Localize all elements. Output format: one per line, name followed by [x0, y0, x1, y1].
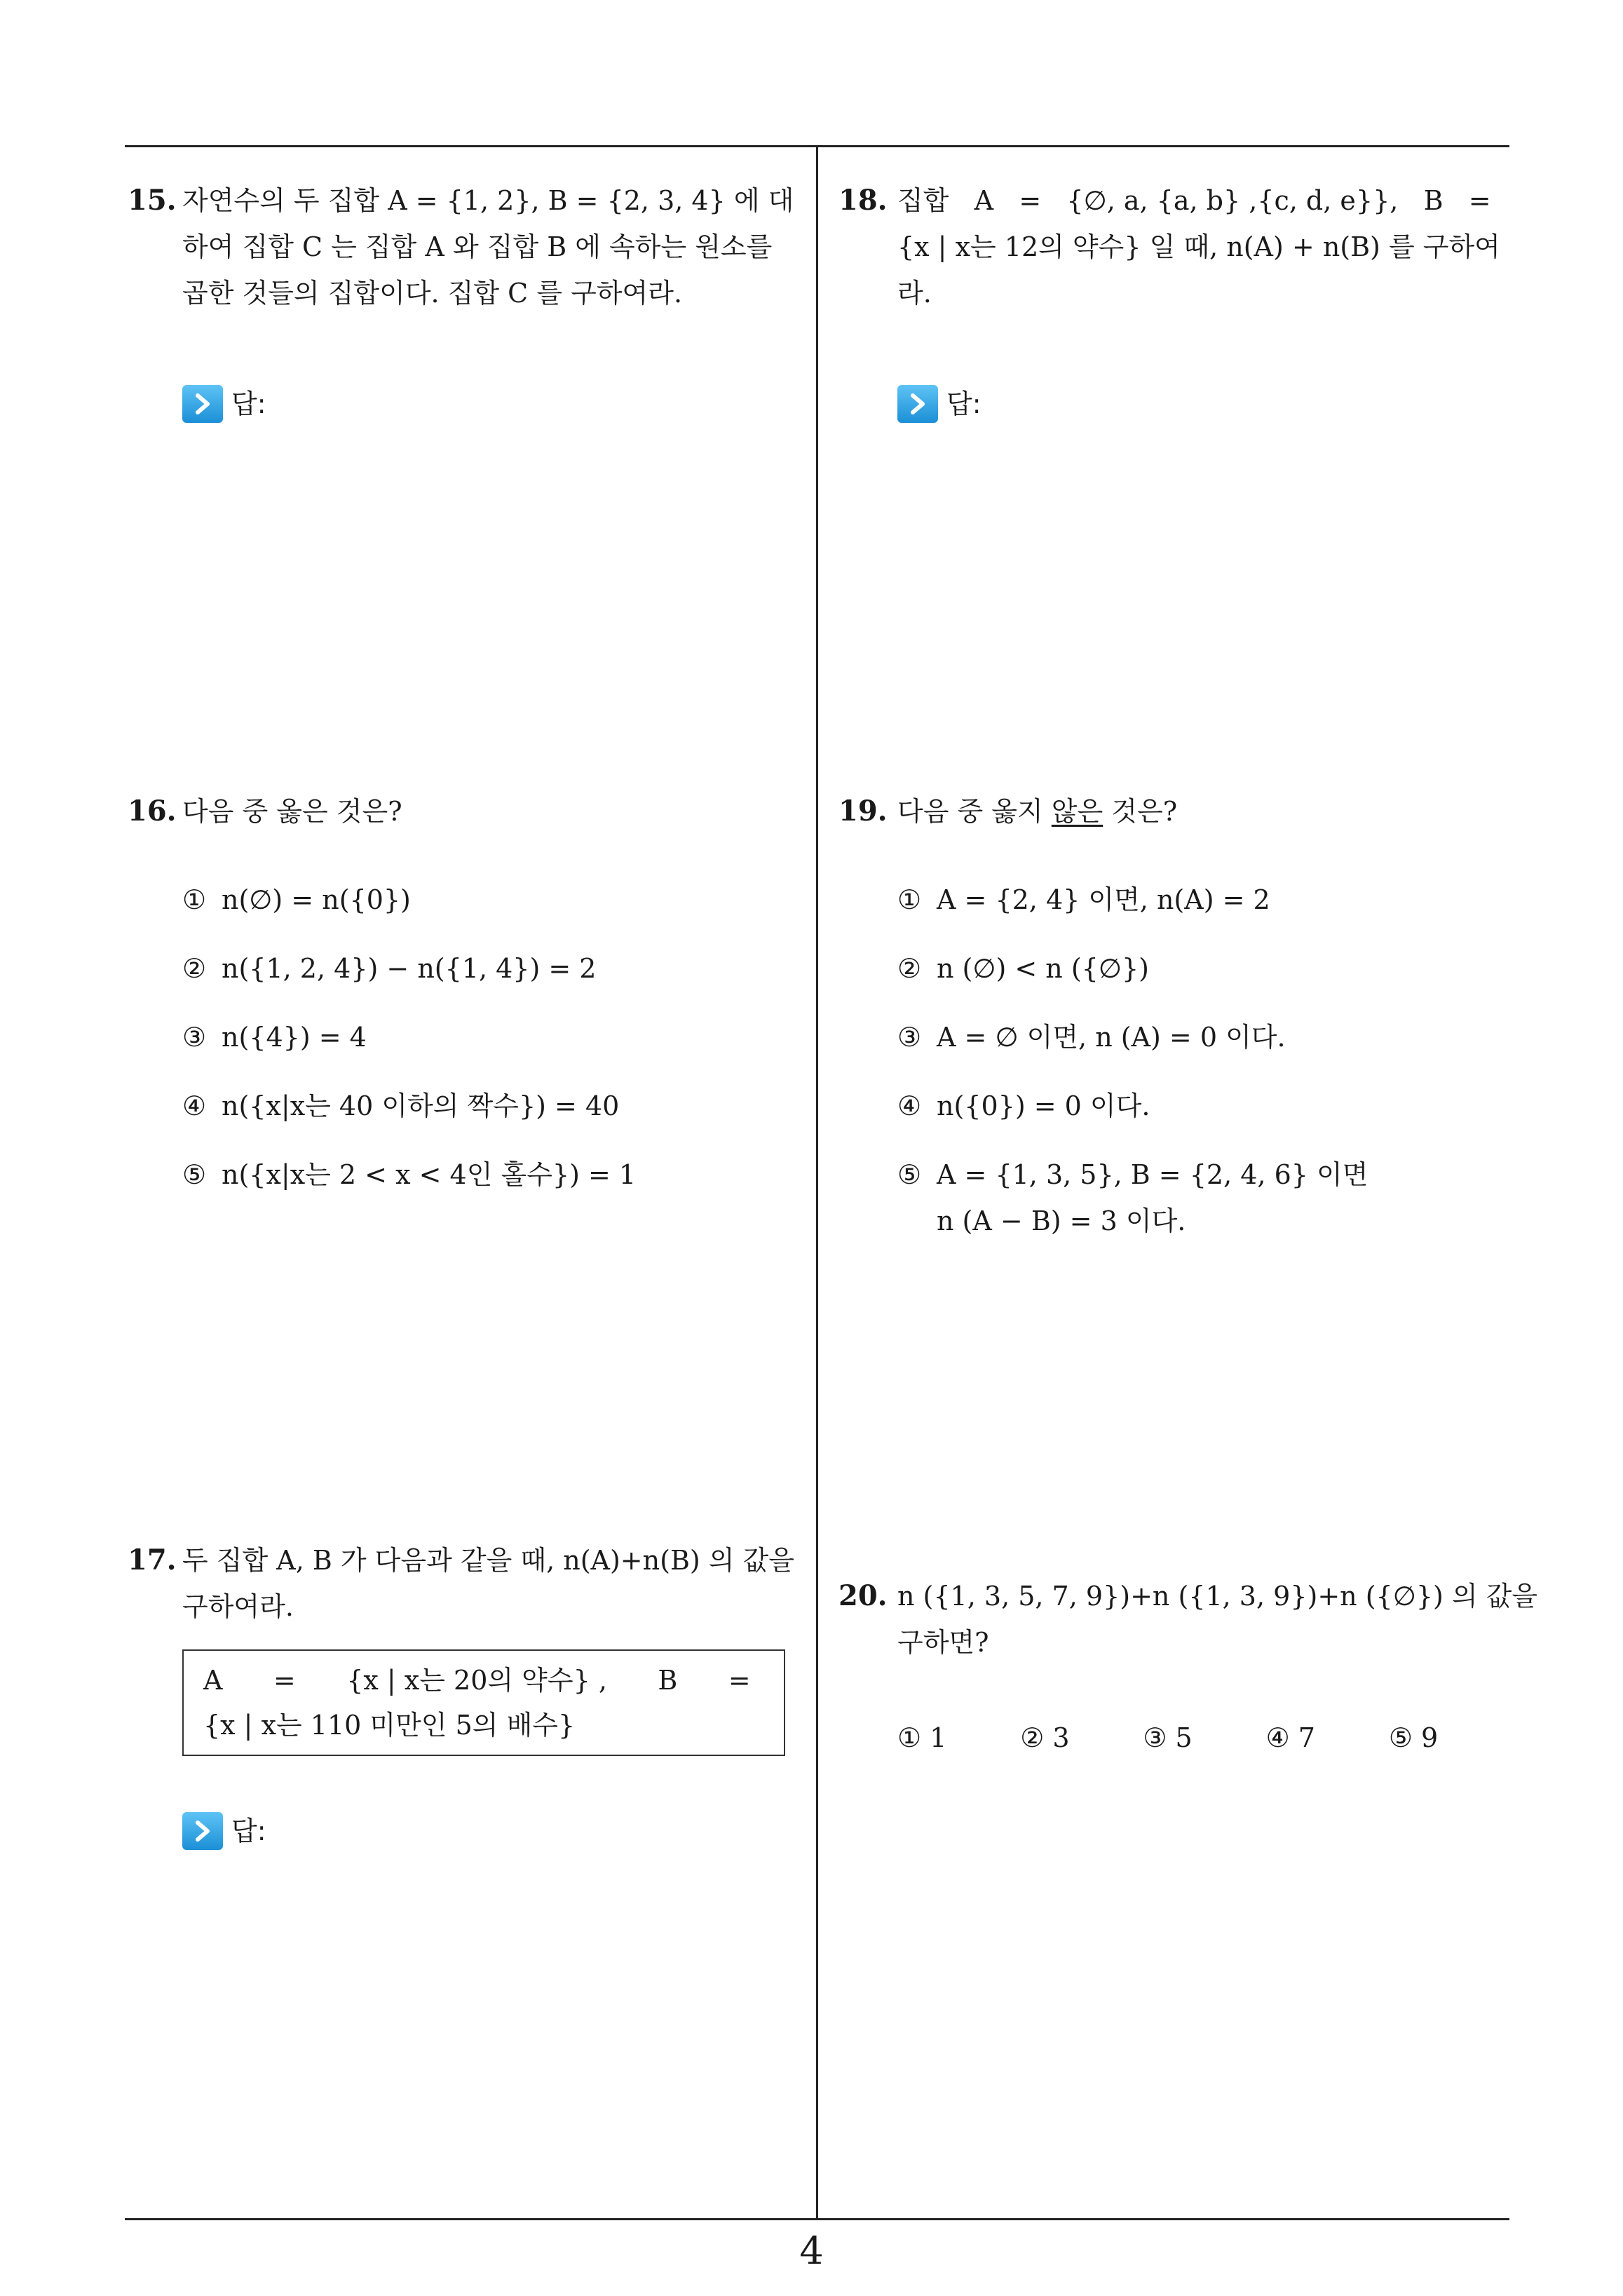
- choice-3[interactable]: ③ 5: [1143, 1722, 1193, 1753]
- answer-field[interactable]: [182, 381, 808, 427]
- choice-4[interactable]: ④ 7: [1265, 1722, 1315, 1753]
- question-number: 17.: [128, 1544, 177, 1576]
- question-text-line: 자연수의 두 집합 A = {1, 2}, B = {2, 3, 4} 에 대: [182, 185, 794, 216]
- question-19: [838, 788, 1512, 1267]
- choice-3[interactable]: ③ A = ∅ 이면, n (A) = 0 이다.: [897, 1022, 1286, 1053]
- choice-1[interactable]: ① n(∅) = n({0}): [182, 884, 411, 915]
- page-number: 4: [799, 2229, 824, 2273]
- answer-field[interactable]: [182, 1808, 808, 1854]
- answer-field[interactable]: [897, 381, 1512, 427]
- question-text-line: 구하여라.: [182, 1591, 294, 1622]
- question-17: [128, 1537, 808, 1854]
- underlined-word: 않은: [1051, 796, 1103, 827]
- choice-3[interactable]: ③ n({4}) = 4: [182, 1022, 367, 1053]
- choice-2[interactable]: ② n (∅) < n ({∅}): [897, 953, 1149, 984]
- condition-box: [182, 1649, 785, 1756]
- condition-line: A = {x | x는 20의 약수} , B =: [203, 1665, 751, 1696]
- chevron-right-icon: [897, 385, 938, 423]
- question-text-line: 구하면?: [897, 1627, 989, 1658]
- choice-5-continuation: n (A − B) = 3 이다.: [937, 1206, 1186, 1236]
- question-number: 19.: [838, 795, 888, 828]
- answer-label: 답:: [231, 389, 266, 419]
- choice-row: [897, 1715, 1512, 1761]
- choice-5[interactable]: ⑤ A = {1, 3, 5}, B = {2, 4, 6} 이면: [897, 1159, 1369, 1190]
- question-15: [128, 177, 808, 427]
- question-text-line: 두 집합 A, B 가 다음과 같을 때, n(A)+n(B) 의 값을: [182, 1545, 794, 1576]
- choice-4[interactable]: ④ n({x|x는 40 이하의 짝수}) = 40: [182, 1090, 620, 1121]
- question-text-line: {x | x는 12의 약수} 일 때, n(A) + n(B) 를 구하여: [897, 231, 1500, 262]
- choice-2[interactable]: ② n({1, 2, 4}) − n({1, 4}) = 2: [182, 953, 597, 984]
- answer-label: 답:: [946, 389, 982, 419]
- question-16: [128, 788, 808, 1220]
- question-text-line: 집합 A = {∅, a, {a, b} ,{c, d, e}}, B =: [897, 185, 1491, 216]
- question-number: 18.: [838, 184, 888, 217]
- choice-1[interactable]: ① A = {2, 4} 이면, n(A) = 2: [897, 884, 1270, 915]
- question-text-line: 하여 집합 C 는 집합 A 와 집합 B 에 속하는 원소를: [182, 231, 773, 262]
- choice-2[interactable]: ② 3: [1020, 1722, 1070, 1753]
- choice-4[interactable]: ④ n({0}) = 0 이다.: [897, 1090, 1150, 1121]
- chevron-right-icon: [182, 1812, 223, 1850]
- question-text-line: n ({1, 3, 5, 7, 9})+n ({1, 3, 9})+n ({∅}) 의 값을: [897, 1581, 1538, 1612]
- question-number: 20.: [838, 1579, 888, 1612]
- column-divider: [816, 145, 818, 2220]
- chevron-right-icon: [182, 385, 223, 423]
- question-text-line: 곱한 것들의 집합이다. 집합 C 를 구하여라.: [182, 278, 683, 309]
- choice-1[interactable]: ① 1: [897, 1722, 947, 1753]
- question-18: [838, 177, 1512, 427]
- question-stem: 다음 중 옳지 않은 것은?: [897, 796, 1178, 827]
- condition-line: {x | x는 110 미만인 5의 배수}: [203, 1710, 576, 1741]
- question-20: [838, 1573, 1538, 1761]
- choice-5[interactable]: ⑤ 9: [1388, 1722, 1439, 1753]
- question-stem: 다음 중 옳은 것은?: [182, 796, 402, 827]
- question-number: 15.: [128, 184, 177, 217]
- bottom-rule: [125, 2218, 1509, 2220]
- choice-5[interactable]: ⑤ n({x|x는 2 < x < 4인 홀수}) = 1: [182, 1159, 637, 1190]
- question-number: 16.: [128, 795, 177, 828]
- answer-label: 답:: [231, 1816, 266, 1846]
- question-text-line: 라.: [897, 278, 932, 309]
